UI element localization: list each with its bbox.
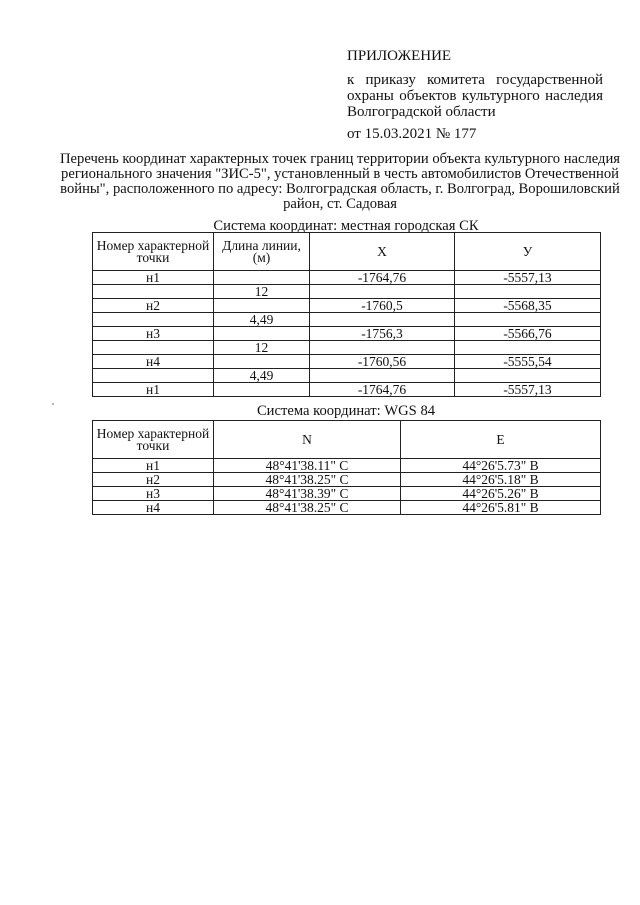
header-x: X [310,233,455,271]
local-coordinates-table [92,232,601,397]
x-value: -1764,76 [310,271,455,285]
table-row [93,313,601,327]
header-y: У [455,233,601,271]
scan-speck [52,403,54,405]
header-n: N [214,421,401,459]
annex-title: ПРИЛОЖЕНИЕ [347,48,452,64]
point-number: н4 [93,501,214,515]
x-value: -1764,76 [310,383,455,397]
table-row [93,299,601,313]
latitude: 48°41'38.39" С [214,487,401,501]
document-title: Перечень координат характерных точек границ территории объекта культурного наследия регионального значения "ЗИС-5", установленный в честь автомобилистов Отечественной войны", расположенного по адресу: Волгоградская область, г. Волгоград, Ворошиловский район, ст. Садовая [60,151,620,212]
y-value: -5566,76 [455,327,601,341]
x-value: -1756,3 [310,327,455,341]
header-point-number: Номер характерной точки [93,233,214,271]
y-value: -5568,35 [455,299,601,313]
latitude: 48°41'38.25" С [214,473,401,487]
longitude: 44°26'5.26" В [401,487,601,501]
longitude: 44°26'5.81" В [401,501,601,515]
point-number: н1 [93,459,214,473]
latitude: 48°41'38.11" С [214,459,401,473]
table-row [93,501,601,515]
header-point-number: Номер характерной точки [93,421,214,459]
point-number: н2 [93,299,214,313]
point-number: н1 [93,383,214,397]
point-number: н2 [93,473,214,487]
table-row [93,271,601,285]
header-line-length: Длина линии, (м) [214,233,310,271]
table-row [93,341,601,355]
x-value: -1760,56 [310,355,455,369]
latitude: 48°41'38.25" С [214,501,401,515]
table-row [93,369,601,383]
table-row [93,473,601,487]
header-e: E [401,421,601,459]
y-value: -5555,54 [455,355,601,369]
longitude: 44°26'5.73" В [401,459,601,473]
point-number: н3 [93,327,214,341]
point-number: н1 [93,271,214,285]
table1-caption: Система координат: местная городская СК [213,218,479,234]
line-length: 12 [214,285,310,299]
point-number: н4 [93,355,214,369]
line-length: 4,49 [214,313,310,327]
point-number: н3 [93,487,214,501]
x-value: -1760,5 [310,299,455,313]
table-row [93,285,601,299]
table-row [93,327,601,341]
table-row [93,383,601,397]
y-value: -5557,13 [455,271,601,285]
longitude: 44°26'5.18" В [401,473,601,487]
annex-reference: к приказу комитета государственной охраны объектов культурного наследия Волгоградской области [347,72,603,120]
line-length: 12 [214,341,310,355]
table-row [93,355,601,369]
annex-date: от 15.03.2021 № 177 [347,126,477,142]
table2-caption: Система координат: WGS 84 [256,403,436,419]
wgs84-coordinates-table [92,420,601,515]
line-length: 4,49 [214,369,310,383]
table-row [93,487,601,501]
y-value: -5557,13 [455,383,601,397]
table-row [93,459,601,473]
